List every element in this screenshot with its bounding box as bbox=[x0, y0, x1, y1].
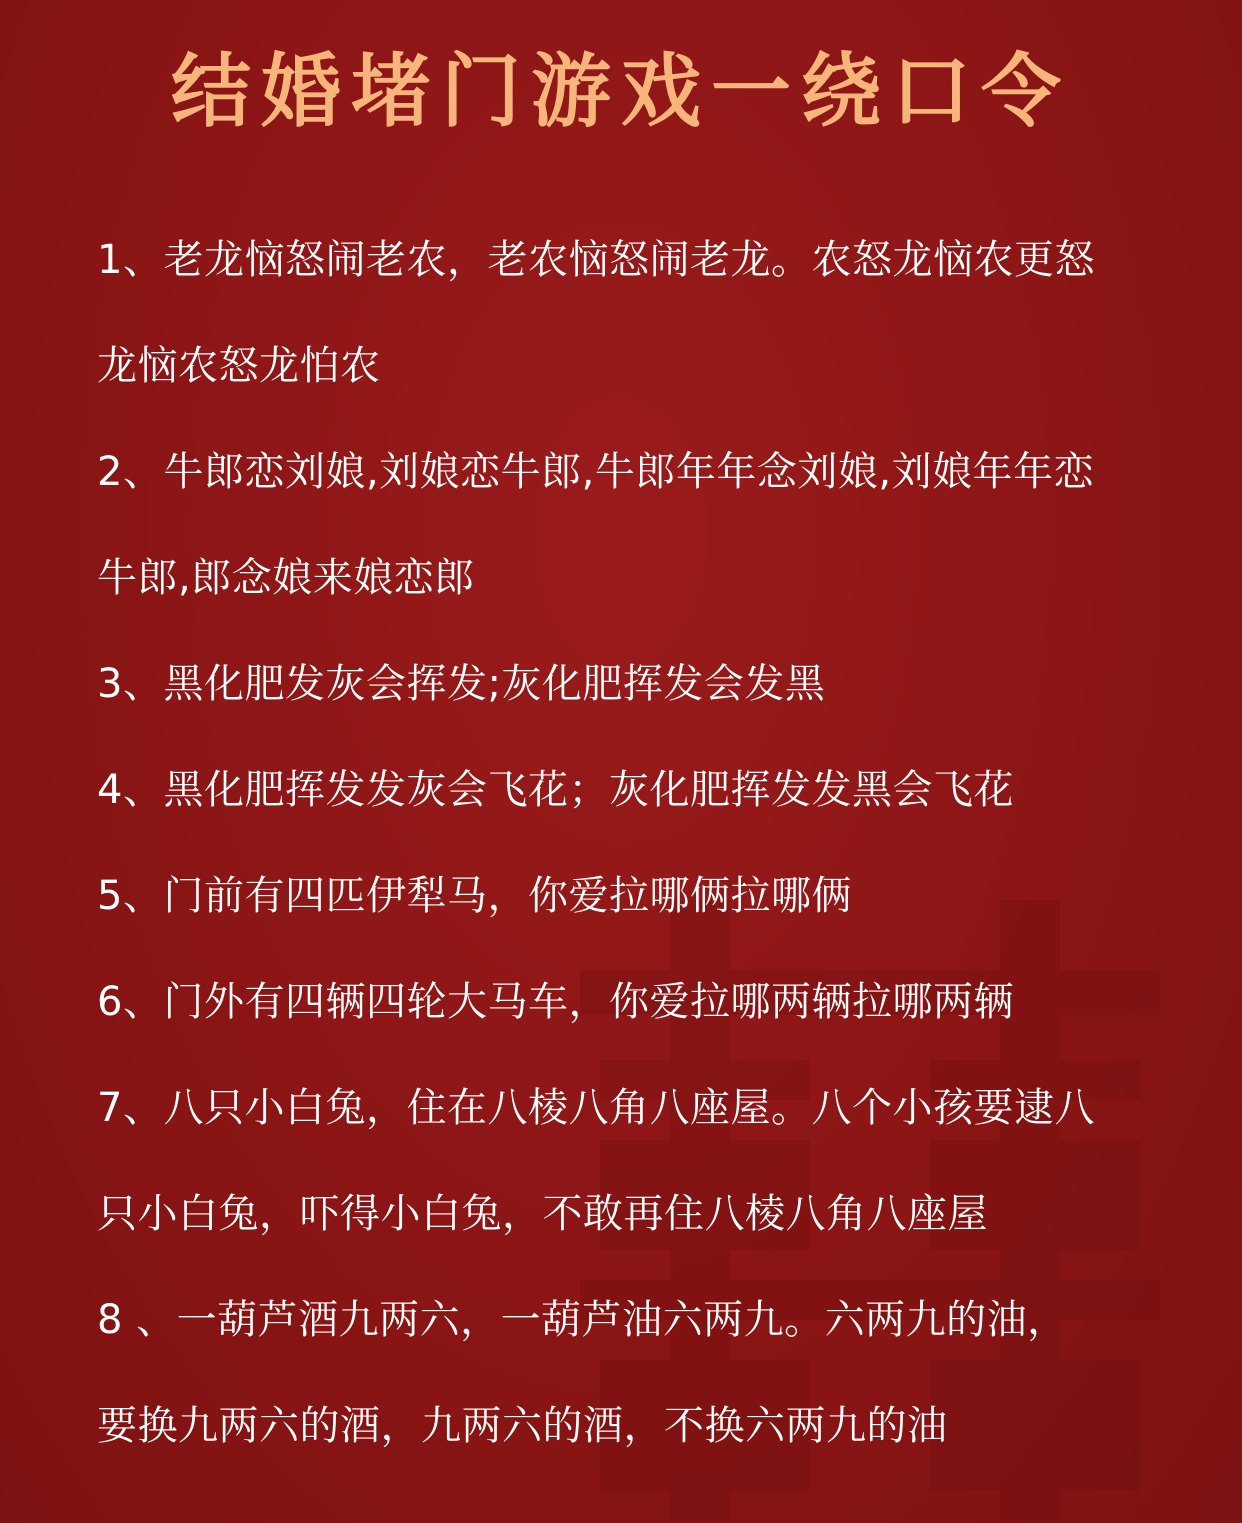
list-item-line: 5、门前有四匹伊犁马，你爱拉哪俩拉哪俩 bbox=[97, 873, 852, 919]
page-title: 结婚堵门游戏一绕口令 bbox=[171, 45, 1071, 138]
list-item-line: 6、门外有四辆四轮大马车，你爱拉哪两辆拉哪两辆 bbox=[97, 979, 1014, 1025]
list-item-line: 2、牛郎恋刘娘,刘娘恋牛郎,牛郎年年念刘娘,刘娘年年恋 bbox=[97, 449, 1095, 495]
list-item-line: 牛郎,郎念娘来娘恋郎 bbox=[97, 555, 475, 601]
list-item-line: 7、八只小白兔，住在八棱八角八座屋。八个小孩要逮八 bbox=[97, 1085, 1095, 1131]
list-item-line: 4、黑化肥挥发发灰会飞花；灰化肥挥发发黑会飞花 bbox=[97, 767, 1014, 813]
list-item-line: 要换九两六的酒，九两六的酒，不换六两九的油 bbox=[97, 1403, 948, 1449]
list-item-line: 只小白兔，吓得小白兔，不敢再住八棱八角八座屋 bbox=[97, 1191, 988, 1237]
tongue-twister-list bbox=[97, 237, 1157, 1512]
list-item-line: 8 、一葫芦酒九两六，一葫芦油六两九。六两九的油， bbox=[97, 1297, 1068, 1343]
list-item-line: 龙恼农怒龙怕农 bbox=[97, 343, 381, 389]
list-item-line: 3、黑化肥发灰会挥发;灰化肥挥发会发黑 bbox=[97, 661, 826, 707]
list-item-line: 1、老龙恼怒闹老农，老农恼怒闹老龙。农怒龙恼农更怒 bbox=[97, 237, 1095, 283]
